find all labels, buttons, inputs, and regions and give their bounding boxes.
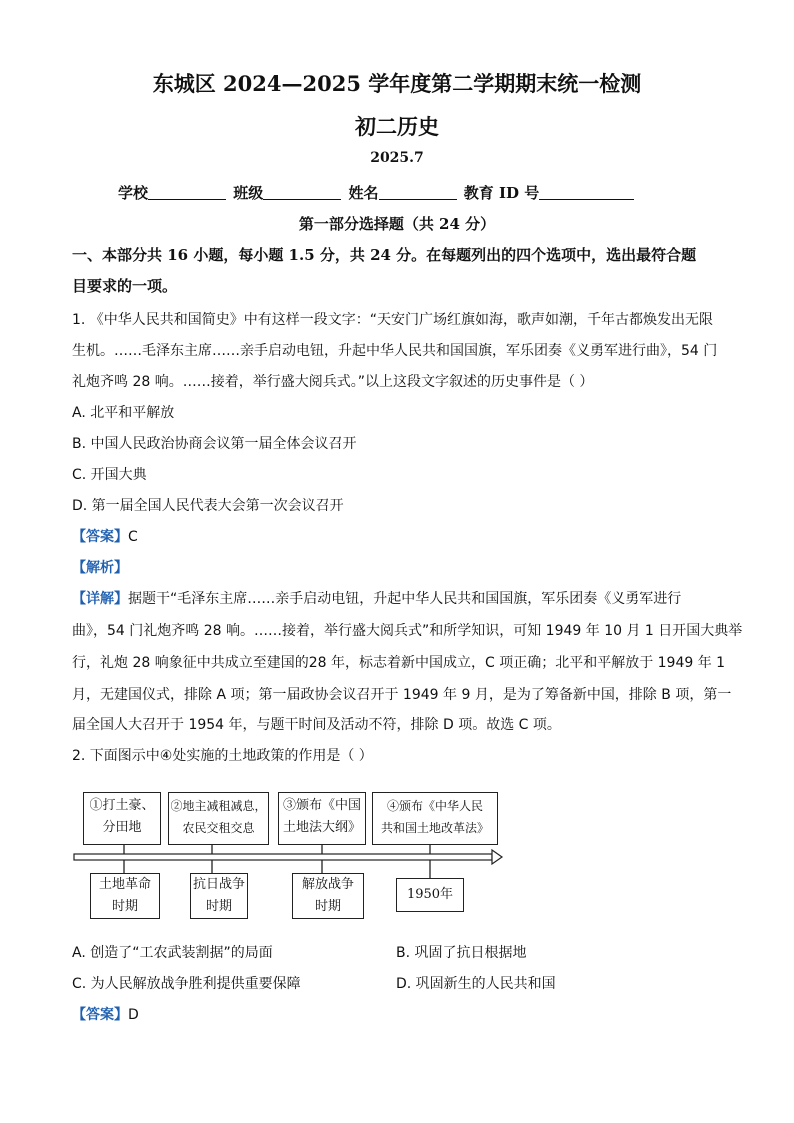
school-blank	[148, 185, 226, 200]
q1-stem-line-3: 礼炮齐鸣 28 响。……接着，举行盛大阅兵式。”以上这段文字叙述的历史事件是（ ）	[72, 374, 594, 390]
policy-box-3-line-2: 土地法大纲》	[282, 820, 361, 835]
q2-option-c: C. 为人民解放战争胜利提供重要保障	[72, 976, 301, 992]
section-instruction-line-1: 一、本部分共 16 小题，每小题 1.5 分，共 24 分。在每题列出的四个选项中，选出最符合题	[72, 246, 697, 264]
name-label: 姓名	[348, 184, 379, 202]
exam-date: 2025.7	[370, 150, 424, 166]
period-box-3-line-1: 解放战争	[301, 877, 354, 892]
q1-option-b: B. 中国人民政治协商会议第一届全体会议召开	[72, 436, 357, 452]
answer-value: C	[128, 529, 138, 545]
policy-box-4	[372, 792, 498, 845]
q1-analysis	[72, 557, 128, 577]
q1-detail-line-4: 月，无建国仪式，排除 A 项；第一届政协会议召开于 1949 年 9 月，是为了筹备新中国，排除 B 项，第一	[72, 687, 732, 703]
q1-stem-line-2: 生机。……毛泽东主席……亲手启动电钮，升起中华人民共和国国旗，军乐团奏《义勇军进行曲》，54 门	[72, 343, 718, 359]
section-instruction-line-2: 目要求的一项。	[72, 277, 178, 295]
id-label: 教育 ID 号	[463, 184, 540, 202]
q2-stem: 2. 下面图示中④处实施的土地政策的作用是（ ）	[72, 748, 373, 764]
q2-option-d: D. 巩固新生的人民共和国	[396, 976, 556, 992]
policy-box-1-line-2: 分田地	[102, 820, 142, 835]
policy-box-1-line-1: ①打土豪、	[89, 798, 155, 813]
policy-box-4-line-1: ④颁布《中华人民	[386, 799, 483, 813]
q1-answer	[72, 526, 138, 546]
period-box-1-line-1: 土地革命	[98, 877, 151, 892]
period-box-1	[90, 873, 160, 919]
q1-detail-line-1	[72, 588, 681, 608]
detail-text: 据题干“毛泽东主席……亲手启动电钮，升起中华人民共和国国旗，军乐团奏《义勇军进行	[128, 591, 682, 607]
section-title: 第一部分选择题（共 24 分）	[298, 215, 496, 233]
q2-answer	[72, 1004, 139, 1024]
class-blank	[263, 185, 341, 200]
policy-box-2-line-1: ②地主减租减息，	[170, 799, 267, 813]
analysis-tag: 【解析】	[72, 560, 128, 576]
q1-detail-line-3: 行，礼炮 28 响象征中共成立至建国的28 年，标志着新中国成立，C 项正确；北平和平解放于 1949 年 1	[72, 655, 726, 671]
timeline-arrowhead	[492, 850, 502, 864]
q1-detail-line-5: 届全国人大召开于 1954 年，与题干时间及活动不符，排除 D 项。故选 C 项。	[72, 717, 561, 733]
q1-detail-line-2: 曲》，54 门礼炮齐鸣 28 响。……接着，举行盛大阅兵式”和所学知识，可知 1949 年 10 月 1 日开国大典举	[72, 623, 743, 639]
id-blank	[539, 185, 634, 200]
period-box-4-line-1: 1950年	[406, 887, 454, 902]
q1-option-c: C. 开国大典	[72, 467, 147, 483]
q2-option-b: B. 巩固了抗日根据地	[396, 945, 527, 961]
period-box-2-line-2: 时期	[205, 899, 232, 914]
name-blank	[379, 185, 457, 200]
period-box-4	[396, 878, 464, 912]
land-policy-diagram	[70, 783, 510, 923]
subject-title: 初二历史	[355, 114, 439, 139]
policy-box-1	[83, 792, 161, 845]
period-box-3-line-2: 时期	[314, 899, 341, 914]
policy-box-3-line-1: ③颁布《中国	[282, 798, 361, 813]
q1-option-d: D. 第一届全国人民代表大会第一次会议召开	[72, 498, 344, 514]
q2-option-a: A. 创造了“工农武装割据”的局面	[72, 945, 273, 961]
q1-stem-line-1: 1. 《中华人民共和国简史》中有这样一段文字：“天安门广场红旗如海，歌声如潮，千年古都焕发出无限	[72, 312, 714, 328]
answer-tag: 【答案】	[72, 529, 128, 545]
exam-title: 东城区 2024—2025 学年度第二学期期末统一检测	[152, 71, 642, 96]
policy-box-3	[278, 792, 366, 845]
q1-option-a: A. 北平和平解放	[72, 405, 175, 421]
class-label: 班级	[233, 184, 264, 202]
answer-tag: 【答案】	[72, 1007, 128, 1023]
policy-box-2-line-2: 农民交租交息	[182, 821, 255, 835]
answer-value: D	[128, 1007, 139, 1023]
timeline-bar	[74, 854, 492, 860]
student-info-fields	[118, 182, 636, 203]
policy-box-2	[168, 792, 269, 845]
period-box-2-line-1: 抗日战争	[192, 877, 245, 892]
period-box-2	[190, 873, 248, 919]
policy-box-4-line-2: 共和国土地改革法》	[380, 821, 489, 835]
school-label: 学校	[118, 184, 149, 202]
period-box-3	[292, 873, 364, 919]
detail-tag: 【详解】	[72, 591, 128, 607]
period-box-1-line-2: 时期	[111, 899, 138, 914]
